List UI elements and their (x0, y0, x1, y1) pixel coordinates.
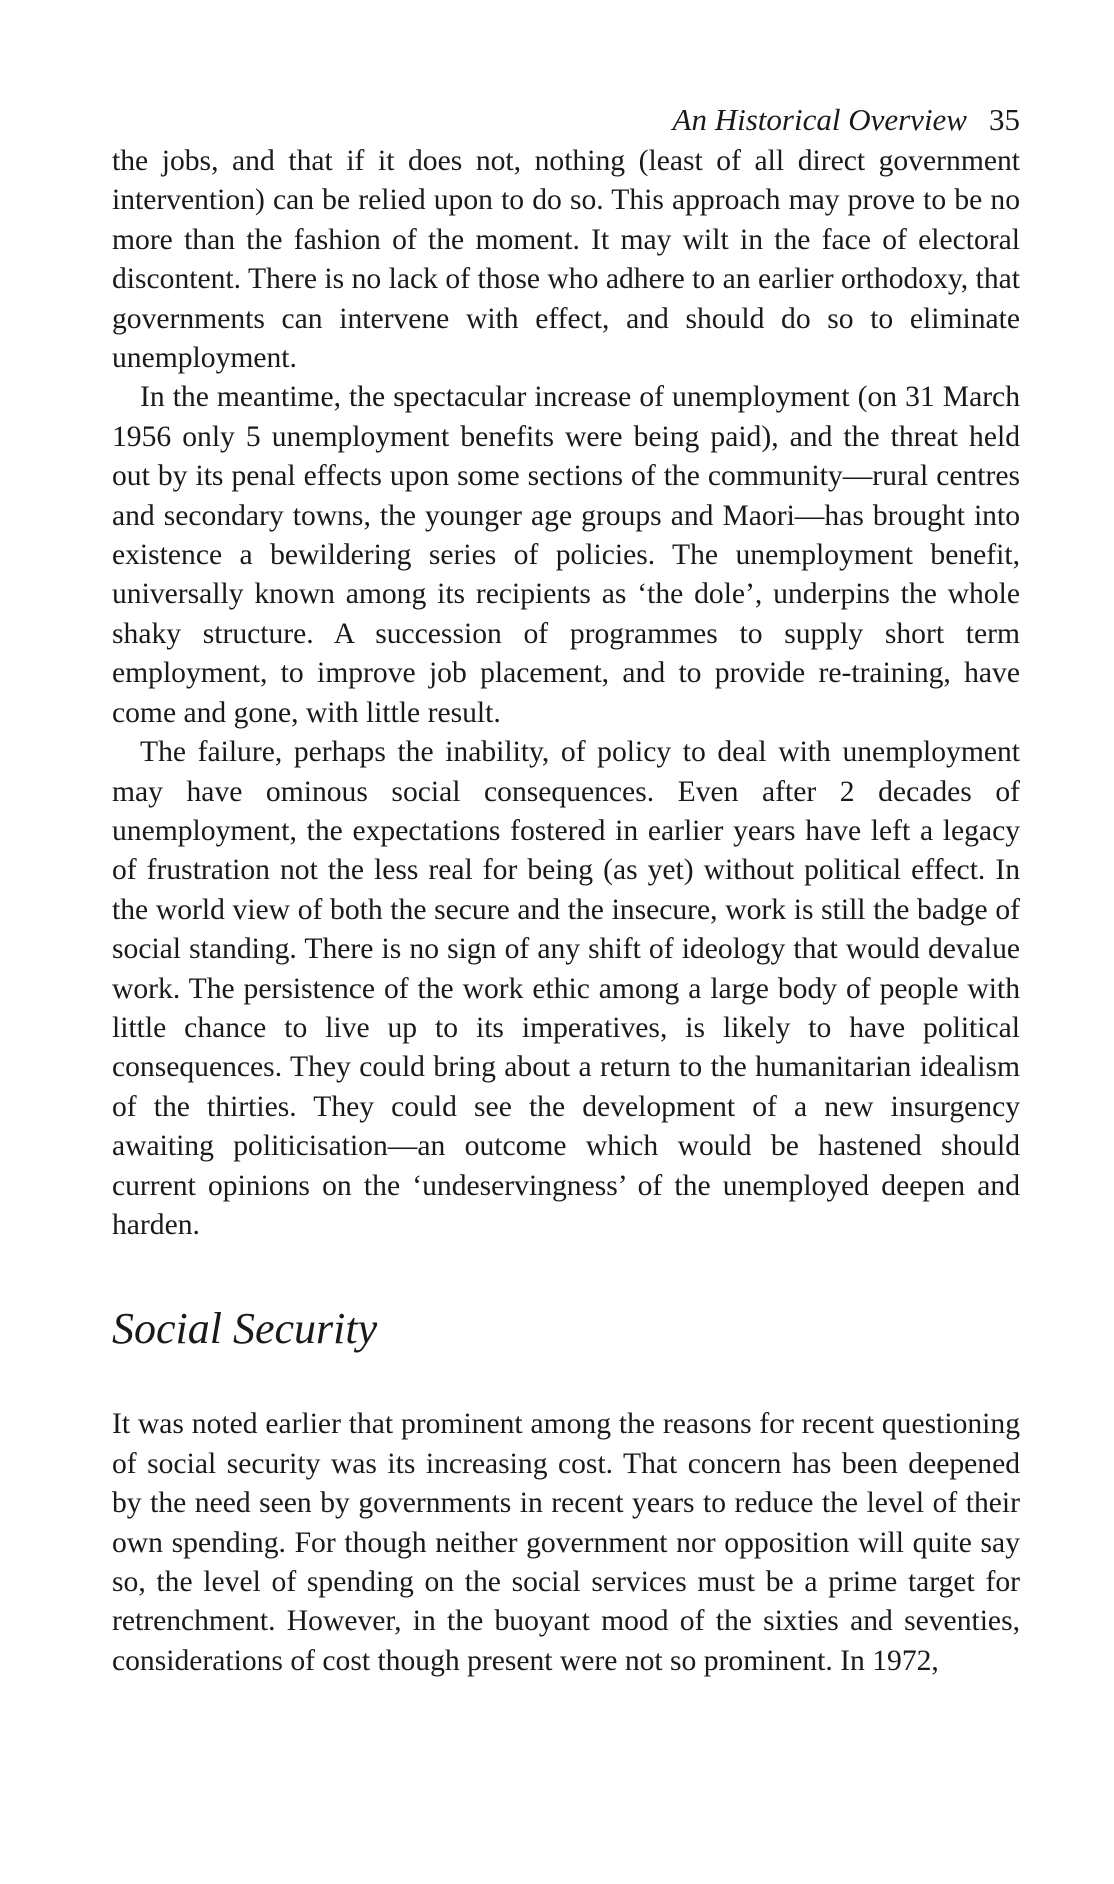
book-page (112, 100, 1020, 1681)
section-heading: Social Security (112, 1304, 378, 1354)
running-head-title: An Historical Overview (672, 102, 967, 137)
body-text (112, 142, 1020, 1681)
paragraph-meantime: In the meantime, the spectacular increase of unemployment (on 31 March 1956 only 5 unemployment benefits were being paid), and the threat held out by its penal effects upon some sections of the community—rural centres and secondary towns, the younger age groups and Maori—has brought into existence a bewildering series of policies. The unemployment benefit, universally known among its recipients as ‘the dole’, underpins the whole shaky structure. A succession of programmes to supply short term employment, to improve job placement, and to provide re-training, have come and gone, with little result. (112, 381, 1020, 729)
paragraph-social-security: It was noted earlier that prominent among the reasons for recent questioning of social security was its increasing cost. That concern has been deepened by the need seen by governments in recent years to reduce the level of their own spending. For though neither government nor opposition will quite say so, the level of spending on the social services must be a prime target for retrenchment. However, in the buoyant mood of the sixties and seventies, considerations of cost though present were not so prominent. In 1972, (112, 1408, 1020, 1677)
paragraph-continuation: the jobs, and that if it does not, nothing (least of all direct government intervention) can be relied upon to do so. This approach may prove to be no more than the fashion of the moment. It may wilt in the face of electoral discontent. There is no lack of those who adhere to an earlier orthodoxy, that governments can intervene with effect, and should do so to eliminate unemployment. (112, 145, 1020, 375)
page-number: 35 (989, 102, 1020, 137)
paragraph-failure: The failure, perhaps the inability, of policy to deal with unemployment may have ominous social consequences. Even after 2 decades of unemployment, the expectations fostered in earlier years have left a legacy of frustration not the less real for being (as yet) without political effect. In the world view of both the secure and the insecure, work is still the badge of social standing. There is no sign of any shift of ideology that would devalue work. The persistence of the work ethic among a large body of people with little chance to live up to its imperatives, is likely to have political consequences. They could bring about a return to the humanitarian idealism of the thirties. They could see the development of a new insurgency awaiting politicisation—an outcome which would be hastened should current opinions on the ‘undeservingness’ of the unemployed deepen and harden. (112, 736, 1020, 1241)
running-head (112, 100, 1020, 140)
